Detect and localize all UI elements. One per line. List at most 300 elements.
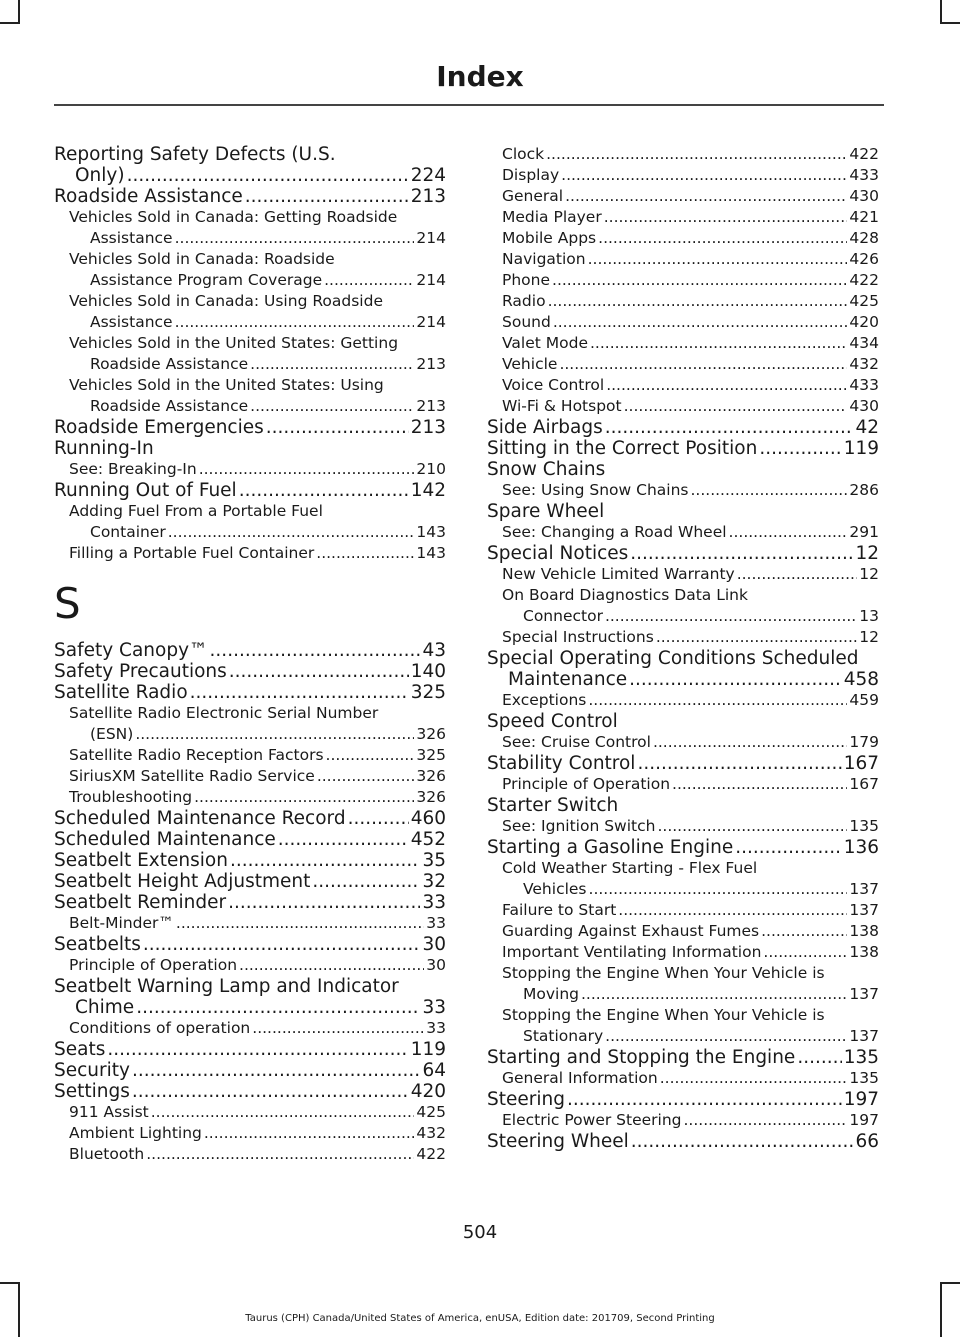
index-page-ref[interactable]: 143 [416,544,446,562]
index-entry[interactable] [487,186,879,207]
index-entry-text: On Board Diagnostics Data Link [502,586,748,604]
index-section-letter: S [54,579,81,628]
index-entry[interactable] [54,682,446,703]
dot-leader [630,543,853,564]
index-page-ref[interactable]: 30 [422,934,446,955]
index-page-ref[interactable]: 425 [849,292,879,310]
index-entry[interactable] [487,1131,879,1152]
index-page-ref[interactable]: 326 [416,788,446,806]
index-page-ref[interactable]: 422 [416,1145,446,1163]
index-entry-label: Phone [502,271,551,289]
dot-leader [761,921,847,942]
index-page-ref[interactable]: 136 [843,837,879,858]
dot-leader [683,1110,847,1131]
index-entry[interactable] [54,808,446,829]
index-entry[interactable] [487,396,879,417]
index-entry-label: Stability Control [487,753,636,774]
index-entry[interactable] [54,417,446,438]
index-page-ref[interactable]: 460 [410,808,446,829]
index-entry[interactable] [54,501,446,543]
index-entry[interactable] [487,942,879,963]
index-page-ref[interactable]: 210 [416,460,446,478]
index-entry[interactable] [487,963,879,1005]
index-entry[interactable] [54,1123,446,1144]
dot-leader [629,669,842,690]
index-entry-label: Radio [502,292,546,310]
dot-leader [176,913,424,934]
dot-leader [175,228,415,249]
index-entry[interactable] [487,438,879,459]
index-entry[interactable] [54,787,446,808]
index-page-ref[interactable]: 325 [410,682,446,703]
index-entry-label: General [502,187,564,205]
index-entry[interactable] [54,934,446,955]
index-entry-label: Electric Power Steering [502,1111,682,1129]
index-column-left [54,144,446,1165]
index-entry-text: Vehicles Sold in the United States: Using [69,376,384,394]
index-page-ref[interactable]: 66 [855,1131,879,1152]
index-entry[interactable] [54,459,446,480]
index-entry-label: Principle of Operation [69,956,238,974]
index-page-ref[interactable]: 426 [849,250,879,268]
index-entry[interactable] [487,774,879,795]
dot-leader [735,837,841,858]
index-page-ref[interactable]: 326 [416,725,446,743]
index-entry-label: Navigation [502,250,586,268]
index-entry[interactable] [54,543,446,564]
index-entry-label: Roadside Assistance [90,355,249,373]
index-entry-label: Important Ventilating Information [502,943,762,961]
index-page-ref[interactable]: 137 [849,880,879,898]
index-page-ref[interactable]: 291 [849,523,879,541]
index-page-ref[interactable]: 434 [849,334,879,352]
index-entry[interactable] [487,816,879,837]
index-entry[interactable] [54,144,446,186]
dot-leader [567,1089,842,1110]
dot-leader [546,144,847,165]
dot-leader [143,934,421,955]
index-page-ref[interactable]: 214 [416,271,446,289]
index-entry[interactable] [54,829,446,850]
dot-leader [250,396,414,417]
crop-mark-bottom-left-h [0,1282,20,1284]
index-entry-label: Sound [502,313,551,331]
dot-leader [252,1018,424,1039]
index-entry[interactable] [54,871,446,892]
index-entry-label: Chime [75,997,135,1018]
dot-leader [199,459,415,480]
dot-leader [194,787,414,808]
dot-leader [690,480,847,501]
dot-leader [278,829,409,850]
index-entry[interactable] [487,459,879,480]
dot-leader [151,1102,415,1123]
index-entry-label: Roadside Assistance [90,397,249,415]
crop-mark-bottom-right [940,1282,942,1337]
index-entry-text: Vehicles Sold in the United States: Getting [69,334,399,352]
index-page-ref[interactable]: 142 [410,480,446,501]
dot-leader [552,270,847,291]
index-entry[interactable] [487,522,879,543]
index-page-ref[interactable]: 213 [410,417,446,438]
dot-leader [672,774,847,795]
index-page-ref[interactable]: 135 [843,1047,879,1068]
index-page-ref[interactable]: 425 [416,1103,446,1121]
index-entry-label: Belt-Minder™ [69,914,174,932]
dot-leader [316,543,414,564]
crop-mark-top-right [940,0,942,22]
index-page-ref[interactable]: 214 [416,313,446,331]
dot-leader [553,312,848,333]
dot-leader [631,1131,854,1152]
index-entry-label: Guarding Against Exhaust Fumes [502,922,760,940]
index-page-ref[interactable]: 179 [849,733,879,751]
index-page-ref[interactable]: 138 [849,922,879,940]
index-entry[interactable] [487,144,879,165]
index-entry-label: Side Airbags [487,417,603,438]
index-entry-label: Stationary [523,1027,604,1045]
dot-leader [737,564,858,585]
index-page-ref[interactable]: 12 [859,628,879,646]
index-entry-label: See: Breaking-In [69,460,197,478]
index-page-ref[interactable]: 420 [410,1081,446,1102]
dot-leader [107,1039,408,1060]
index-entry[interactable] [487,837,879,858]
index-entry[interactable] [54,186,446,207]
index-entry-label: Running-In [54,438,154,459]
index-entry[interactable] [487,1005,879,1047]
dot-leader [590,333,847,354]
index-entry-label: General Information [502,1069,658,1087]
index-page-ref[interactable]: 286 [849,481,879,499]
index-page-ref[interactable]: 325 [416,746,446,764]
dot-leader [561,165,847,186]
index-entry-label: Moving [523,985,579,1003]
index-entry[interactable] [54,703,446,745]
dot-leader [548,291,848,312]
index-entry[interactable] [54,438,446,459]
index-page-ref[interactable]: 135 [849,817,879,835]
index-entry[interactable] [54,661,446,682]
index-page-ref[interactable]: 42 [855,417,879,438]
dot-leader [146,1144,414,1165]
index-entry[interactable] [487,165,879,186]
index-entry[interactable] [487,690,879,711]
dot-leader [230,850,421,871]
dot-leader [605,1026,847,1047]
index-entry-label: Failure to Start [502,901,617,919]
dot-leader [653,732,847,753]
index-page-ref[interactable]: 432 [849,355,879,373]
index-page-ref[interactable]: 143 [416,523,446,541]
index-entry-label: Starting a Gasoline Engine [487,837,734,858]
dot-leader [135,724,414,745]
index-page-ref[interactable]: 12 [859,565,879,583]
index-entry-label: Roadside Assistance [54,186,243,207]
index-entry-label: Conditions of operation [69,1019,251,1037]
page-number: 504 [462,1222,498,1243]
index-entry[interactable] [54,745,446,766]
index-column-right [487,144,879,1152]
index-page-ref[interactable]: 433 [849,376,879,394]
index-entry[interactable] [54,480,446,501]
index-entry-label: Safety Precautions [54,661,227,682]
dot-leader [797,1047,841,1068]
index-entry-label: Sitting in the Correct Position [487,438,758,459]
index-entry[interactable] [487,1110,879,1131]
index-entry-label: Only) [75,165,125,186]
index-entry[interactable] [487,795,879,816]
index-entry[interactable] [54,333,446,375]
index-entry-text: Adding Fuel From a Portable Fuel [69,502,323,520]
index-entry-label: Display [502,166,560,184]
index-entry[interactable] [487,249,879,270]
dot-leader [136,997,420,1018]
index-page-ref[interactable]: 64 [422,1060,446,1081]
dot-leader [656,627,857,648]
index-entry-text: Vehicles Sold in Canada: Using Roadside [69,292,383,310]
dot-leader [132,1060,420,1081]
dot-leader [190,682,409,703]
index-entry[interactable] [54,1081,446,1102]
index-page-ref[interactable]: 33 [422,997,446,1018]
index-entry[interactable] [487,291,879,312]
index-entry-label: Mobile Apps [502,229,597,247]
index-entry-label: Starter Switch [487,795,619,816]
index-page-ref[interactable]: 137 [849,901,879,919]
index-entry[interactable] [487,627,879,648]
dot-leader [239,480,409,501]
dot-leader [618,900,847,921]
index-entry-label: Settings [54,1081,130,1102]
index-entry[interactable] [54,375,446,417]
index-page-ref[interactable]: 197 [849,1111,879,1129]
index-page-ref[interactable]: 420 [849,313,879,331]
index-entry-label: Scheduled Maintenance Record [54,808,346,829]
index-page-ref[interactable]: 33 [422,892,446,913]
index-entry[interactable] [487,585,879,627]
edition-footer: Taurus (CPH) Canada/United States of America, enUSA, Edition date: 201709, Second Printing [245,1313,715,1324]
index-entry[interactable] [54,249,446,291]
index-page-ref[interactable]: 137 [849,985,879,1003]
index-entry[interactable] [54,766,446,787]
index-page-ref[interactable]: 430 [849,187,879,205]
index-entry-label: Roadside Emergencies [54,417,264,438]
index-entry[interactable] [54,640,446,661]
index-entry-label: Maintenance [508,669,628,690]
index-entry-label: Seatbelt Extension [54,850,228,871]
index-entry[interactable] [54,913,446,934]
index-entry[interactable] [487,312,879,333]
index-page-ref[interactable]: 421 [849,208,879,226]
index-entry-label: Special Notices [487,543,629,564]
index-page-ref[interactable]: 135 [849,1069,879,1087]
index-entry-label: Assistance Program Coverage [90,271,323,289]
index-entry[interactable] [487,417,879,438]
index-entry[interactable] [54,976,446,1018]
index-entry-text: Stopping the Engine When Your Vehicle is [502,1006,825,1024]
index-entry[interactable] [487,333,879,354]
index-page-ref[interactable]: 458 [843,669,879,690]
index-entry[interactable] [487,648,879,690]
index-page-ref[interactable]: 422 [849,145,879,163]
index-page-ref[interactable]: 213 [416,355,446,373]
index-entry[interactable] [487,543,879,564]
dot-leader [210,640,421,661]
index-entry[interactable] [487,1068,879,1089]
index-entry[interactable] [487,921,879,942]
index-entry-label: Safety Canopy™ [54,640,208,661]
index-entry[interactable] [487,354,879,375]
dot-leader [598,228,847,249]
index-entry[interactable] [487,480,879,501]
index-entry[interactable] [54,850,446,871]
dot-leader [326,745,415,766]
index-entry[interactable] [54,1018,446,1039]
dot-leader [759,438,841,459]
index-entry-label: Seatbelts [54,934,141,955]
index-entry[interactable] [54,955,446,976]
index-entry-label: Media Player [502,208,602,226]
index-entry-label: See: Cruise Control [502,733,651,751]
index-page-ref[interactable]: 326 [416,767,446,785]
dot-leader [204,1123,415,1144]
index-entry[interactable] [487,732,879,753]
index-entry-label: See: Using Snow Chains [502,481,689,499]
index-page-ref[interactable]: 13 [859,607,879,625]
dot-leader [588,690,847,711]
dot-leader [606,375,847,396]
index-entry-label: See: Ignition Switch [502,817,656,835]
dot-leader [132,1081,409,1102]
dot-leader [175,312,415,333]
index-page-ref[interactable]: 213 [416,397,446,415]
index-page-ref[interactable]: 12 [855,543,879,564]
index-entry-label: Clock [502,145,545,163]
index-entry[interactable] [487,1089,879,1110]
index-page-ref[interactable]: 140 [410,661,446,682]
index-page-ref[interactable]: 167 [843,753,879,774]
dot-leader [729,522,848,543]
index-page-ref[interactable]: 119 [410,1039,446,1060]
dot-leader [589,879,848,900]
dot-leader [348,808,409,829]
dot-leader [604,207,848,228]
dot-leader [637,753,841,774]
index-entry-label: Steering [487,1089,565,1110]
dot-leader [266,417,409,438]
index-entry[interactable] [54,1060,446,1081]
index-entry[interactable] [54,892,446,913]
dot-leader [657,816,847,837]
index-entry-label: Container [90,523,166,541]
index-entry-label: Vehicle [502,355,558,373]
index-page-ref[interactable]: 214 [416,229,446,247]
dot-leader [559,354,847,375]
index-page-ref[interactable]: 33 [426,914,446,932]
index-entry-label: Troubleshooting [69,788,193,806]
dot-leader [239,955,424,976]
index-entry[interactable] [487,711,879,732]
index-entry-label: Filling a Portable Fuel Container [69,544,315,562]
index-entry-label: Snow Chains [487,459,606,480]
index-entry[interactable] [487,900,879,921]
index-entry[interactable] [487,1047,879,1068]
index-entry-label: Running Out of Fuel [54,480,237,501]
index-entry[interactable] [487,564,879,585]
index-page-ref[interactable]: 213 [410,186,446,207]
index-entry[interactable] [487,375,879,396]
index-page-ref[interactable]: 32 [422,871,446,892]
index-entry[interactable] [54,291,446,333]
index-entry-label: Speed Control [487,711,618,732]
index-entry-text: Special Operating Conditions Scheduled [487,648,859,669]
index-page-ref[interactable]: 224 [410,165,446,186]
index-page-ref[interactable]: 35 [422,850,446,871]
index-entry-label: Vehicles [523,880,587,898]
crop-mark-top-left-h [0,22,20,24]
index-entry-label: Satellite Radio Reception Factors [69,746,324,764]
index-entry-label: Seats [54,1039,106,1060]
index-page-ref[interactable]: 459 [849,691,879,709]
dot-leader [624,396,848,417]
index-entry-label: Spare Wheel [487,501,605,522]
dot-leader [250,354,414,375]
index-entry-label: Special Instructions [502,628,654,646]
index-entry[interactable] [487,501,879,522]
dot-leader [581,984,847,1005]
index-page-ref[interactable]: 197 [843,1089,879,1110]
dot-leader [605,606,857,627]
index-entry-text: Stopping the Engine When Your Vehicle is [502,964,825,982]
index-entry[interactable] [54,1102,446,1123]
index-page-ref[interactable]: 138 [849,943,879,961]
dot-leader [228,892,420,913]
index-entry[interactable] [487,753,879,774]
index-page-ref[interactable]: 422 [849,271,879,289]
index-entry-text: Seatbelt Warning Lamp and Indicator [54,976,399,997]
index-entry[interactable] [487,270,879,291]
index-entry[interactable] [54,1144,446,1165]
dot-leader [127,165,409,186]
dot-leader [229,661,409,682]
dot-leader [605,417,854,438]
index-page-ref[interactable]: 43 [422,640,446,661]
index-entry-text: Satellite Radio Electronic Serial Number [69,704,379,722]
index-entry[interactable] [54,207,446,249]
index-entry-text: Reporting Safety Defects (U.S. [54,144,336,165]
index-page-ref[interactable]: 33 [426,1019,446,1037]
index-page-ref[interactable]: 428 [849,229,879,247]
index-entry-label: 911 Assist [69,1103,149,1121]
index-entry[interactable] [487,228,879,249]
index-page-ref[interactable]: 452 [410,829,446,850]
index-page-ref[interactable]: 433 [849,166,879,184]
index-entry[interactable] [54,1039,446,1060]
index-page-ref[interactable]: 137 [849,1027,879,1045]
dot-leader [763,942,847,963]
index-page-ref[interactable]: 119 [843,438,879,459]
index-page-ref[interactable]: 167 [849,775,879,793]
index-page-ref[interactable]: 430 [849,397,879,415]
index-entry[interactable] [487,858,879,900]
index-page-ref[interactable]: 30 [426,956,446,974]
index-entry-label: Assistance [90,313,173,331]
index-entry[interactable] [487,207,879,228]
index-entry-label: Assistance [90,229,173,247]
index-entry-label: Exceptions [502,691,587,709]
index-page-ref[interactable]: 432 [416,1124,446,1142]
